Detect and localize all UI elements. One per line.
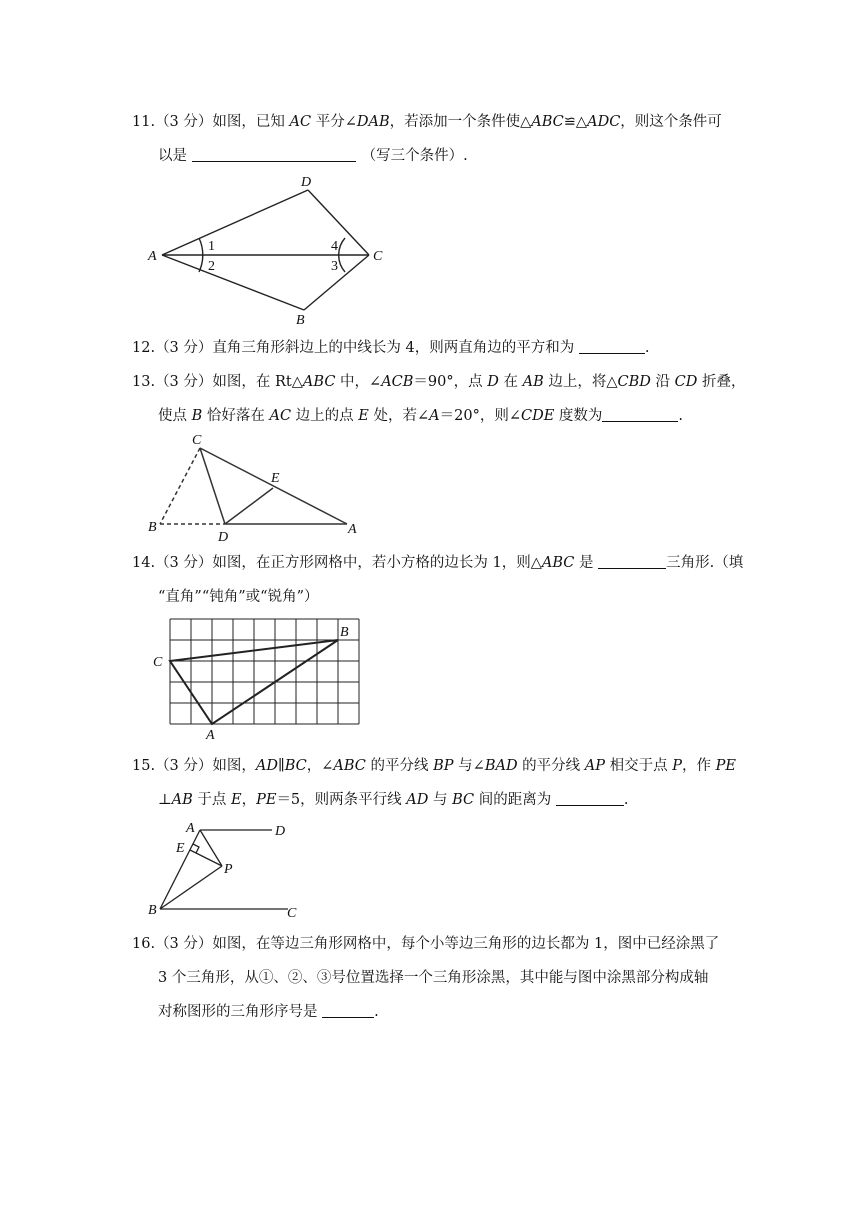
q13-line2: [158, 406, 683, 426]
q13-text: 沿: [650, 374, 675, 390]
q13-label-a: A: [348, 522, 357, 537]
q13-math: ABC: [302, 374, 336, 390]
q13-text: 使点: [158, 408, 192, 424]
q13-text: 如图，在 Rt△: [212, 374, 303, 390]
q13-text: .: [678, 408, 684, 424]
q11-angle-1: 1: [208, 239, 215, 254]
q15-text: 的平分线: [517, 758, 585, 774]
q15-math: BP: [433, 758, 454, 774]
q14-text: 如图，在正方形网格中，若小方格的边长为 1，则△: [212, 555, 542, 571]
q13-text: 度数为: [554, 408, 603, 424]
q11-angle-4: 4: [331, 239, 338, 254]
q11-label-c: C: [373, 249, 383, 264]
q13-text: 恰好落在: [202, 408, 270, 424]
q15-text: 与: [428, 792, 453, 808]
q15-math: PE: [256, 792, 277, 808]
q15-math: AP: [584, 758, 606, 774]
q11-text: ，若添加一个条件使△: [389, 114, 532, 130]
q13-math: B: [191, 408, 203, 424]
q15-text: ∥: [278, 758, 285, 774]
q11-label-d: D: [301, 175, 312, 190]
q16-text: 3 个三角形，从①、②、③号位置选择一个三角形涂黑，其中能与图中涂黑部分构成轴: [158, 970, 709, 986]
q12-text: 直角三角形斜边上的中线长为 4，则两直角边的平方和为: [212, 340, 579, 356]
q14-text: 是: [574, 555, 599, 571]
q14-text: 三角形.（填: [666, 555, 744, 571]
q16-line2: [158, 968, 708, 988]
q15-text: 相交于点: [605, 758, 673, 774]
q16-answer-blank[interactable]: [322, 1003, 374, 1018]
q11-number: 11.: [132, 114, 156, 130]
q13-answer-blank[interactable]: [602, 407, 678, 422]
q11-text: 如图，已知: [212, 114, 290, 130]
q15-text: 如图，: [212, 758, 256, 774]
q16-line1: [132, 934, 719, 954]
q15-label-e: E: [176, 841, 185, 856]
q11-label-a: A: [148, 249, 157, 264]
q13-text: 处，若∠: [368, 408, 430, 424]
q14-text: “直角”“钝角”或“锐角”）: [158, 589, 319, 605]
q16-text: .: [374, 1004, 379, 1020]
q11-angle-3: 3: [331, 259, 338, 274]
q13-text: 在: [498, 374, 523, 390]
q15-number: 15.: [132, 758, 156, 774]
q13-text: 边上的点: [291, 408, 359, 424]
q15-label-b: B: [148, 903, 157, 918]
q11-text: 以是: [158, 148, 192, 164]
q11-line2: [158, 146, 468, 166]
q13-text: 边上，将△: [543, 374, 618, 390]
q14-label-b: B: [340, 625, 349, 640]
q15-score: （3 分）: [155, 758, 213, 774]
q16-score: （3 分）: [155, 936, 213, 952]
q14-line1: [132, 553, 743, 573]
q13-math: A: [429, 408, 440, 424]
q15-math: BAD: [484, 758, 518, 774]
q15-text: ，作: [682, 758, 716, 774]
q15-math: E: [231, 792, 242, 808]
q12-answer-blank[interactable]: [579, 339, 645, 354]
q13-number: 13.: [132, 374, 156, 390]
q15-text: 于点: [192, 792, 231, 808]
q15-text: 间的距离为: [474, 792, 556, 808]
q15-text: 与∠: [453, 758, 485, 774]
q16-text: 如图，在等边三角形网格中，每个小等边三角形的边长都为 1，图中已经涂黑了: [212, 936, 720, 952]
q14-score: （3 分）: [155, 555, 213, 571]
q13-math: CBD: [617, 374, 651, 390]
q12-text: .: [644, 340, 650, 356]
q13-text: 中，∠: [335, 374, 382, 390]
q13-text: ＝90°，点: [413, 374, 488, 390]
q15-text: 的平分线: [365, 758, 434, 774]
q16-number: 16.: [132, 936, 156, 952]
q11-math: ABC: [531, 114, 564, 130]
q15-math: ABC: [333, 758, 366, 774]
q15-text: .: [623, 792, 629, 808]
q14-number: 14.: [132, 555, 156, 571]
q15-math: PE: [715, 758, 736, 774]
q13-math: D: [487, 374, 499, 390]
q13-math: AC: [269, 408, 292, 424]
q14-answer-blank[interactable]: [598, 554, 666, 569]
q15-answer-blank[interactable]: [556, 791, 624, 806]
q15-math: BC: [284, 758, 307, 774]
q13-label-c: C: [192, 433, 202, 448]
q13-math: AB: [522, 374, 544, 390]
q13-label-b: B: [148, 520, 157, 535]
q11-answer-blank[interactable]: [192, 147, 356, 162]
q13-text: ＝20°，则∠: [439, 408, 521, 424]
q11-angle-2: 2: [208, 259, 215, 274]
q11-text: ，则这个条件可: [620, 114, 722, 130]
q15-text: ⊥: [158, 792, 172, 808]
q15-text: ＝5，则两条平行线: [276, 792, 407, 808]
q15-label-c: C: [287, 906, 297, 921]
q12-number: 12.: [132, 340, 156, 356]
q15-text: ，: [241, 792, 257, 808]
q11-label-b: B: [296, 313, 305, 328]
q11-math: ADC: [587, 114, 621, 130]
q15-label-a: A: [186, 821, 195, 836]
q11-line1: [132, 112, 722, 132]
q11-math: DAB: [356, 114, 390, 130]
q15-math: AD: [406, 792, 429, 808]
q14-label-c: C: [153, 655, 163, 670]
q15-math: AD: [255, 758, 279, 774]
q15-label-d: D: [275, 824, 286, 839]
q16-text: 对称图形的三角形序号是: [158, 1004, 323, 1020]
q16-line3: [158, 1002, 379, 1022]
q15-math: P: [672, 758, 683, 774]
q13-math: CDE: [520, 408, 555, 424]
q15-math: BC: [452, 792, 475, 808]
q15-line1: [132, 756, 736, 776]
q11-math: AC: [289, 114, 312, 130]
q13-label-e: E: [271, 471, 280, 486]
q11-text: （写三个条件）.: [361, 148, 468, 164]
q11-text: ≌△: [563, 114, 588, 130]
q11-text: 平分∠: [311, 114, 357, 130]
q14-math: ABC: [541, 555, 575, 571]
q15-text: ，∠: [306, 758, 334, 774]
q15-label-p: P: [224, 862, 233, 877]
q12-score: （3 分）: [155, 340, 213, 356]
q12-line1: [132, 338, 649, 358]
q13-line1: [132, 372, 745, 392]
q13-text: 折叠，: [697, 374, 746, 390]
q11-score: （3 分）: [155, 114, 213, 130]
q13-score: （3 分）: [155, 374, 213, 390]
q13-math: CD: [674, 374, 698, 390]
q13-math: ACB: [381, 374, 414, 390]
q15-math: AB: [171, 792, 193, 808]
q13-label-d: D: [218, 530, 229, 545]
q13-math: E: [358, 408, 369, 424]
q14-line2: [158, 587, 318, 607]
q14-label-a: A: [206, 728, 215, 743]
q15-line2: [158, 790, 628, 810]
